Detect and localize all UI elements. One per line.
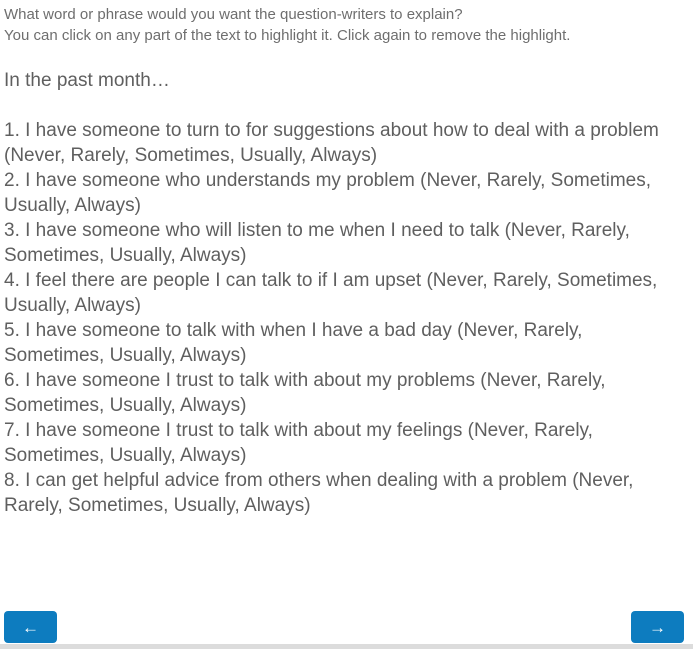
question-text-block (4, 68, 684, 518)
question-heading[interactable]: In the past month… (4, 70, 170, 91)
question-item-8[interactable]: 8. I can get helpful advice from others when dealing with a problem (Never, Rarely, Sometimes, Usually, Always) (4, 470, 634, 516)
question-item-1[interactable]: 1. I have someone to turn to for suggestions about how to deal with a problem (Never, Rarely, Sometimes, Usually, Always) (4, 120, 659, 166)
next-arrow-icon: → (649, 617, 666, 637)
next-button[interactable] (631, 611, 684, 643)
question-item-3[interactable]: 3. I have someone who will listen to me when I need to talk (Never, Rarely, Sometimes, Usually, Always) (4, 220, 630, 266)
instruction-line-1: What word or phrase would you want the question-writers to explain? (4, 6, 463, 23)
question-item-4[interactable]: 4. I feel there are people I can talk to if I am upset (Never, Rarely, Sometimes, Usually, Always) (4, 270, 658, 316)
back-button[interactable] (4, 611, 57, 643)
task-instructions (0, 0, 693, 46)
question-spacer (4, 93, 684, 118)
page-bottom-strip (0, 644, 693, 649)
back-arrow-icon: ← (22, 617, 39, 637)
instruction-line-2: You can click on any part of the text to highlight it. Click again to remove the highlight. (4, 27, 571, 44)
question-item-2[interactable]: 2. I have someone who understands my problem (Never, Rarely, Sometimes, Usually, Always) (4, 170, 651, 216)
question-item-6[interactable]: 6. I have someone I trust to talk with about my problems (Never, Rarely, Sometimes, Usually, Always) (4, 370, 606, 416)
question-item-5[interactable]: 5. I have someone to talk with when I have a bad day (Never, Rarely, Sometimes, Usually, Always) (4, 320, 583, 366)
question-item-7[interactable]: 7. I have someone I trust to talk with about my feelings (Never, Rarely, Sometimes, Usually, Always) (4, 420, 593, 466)
